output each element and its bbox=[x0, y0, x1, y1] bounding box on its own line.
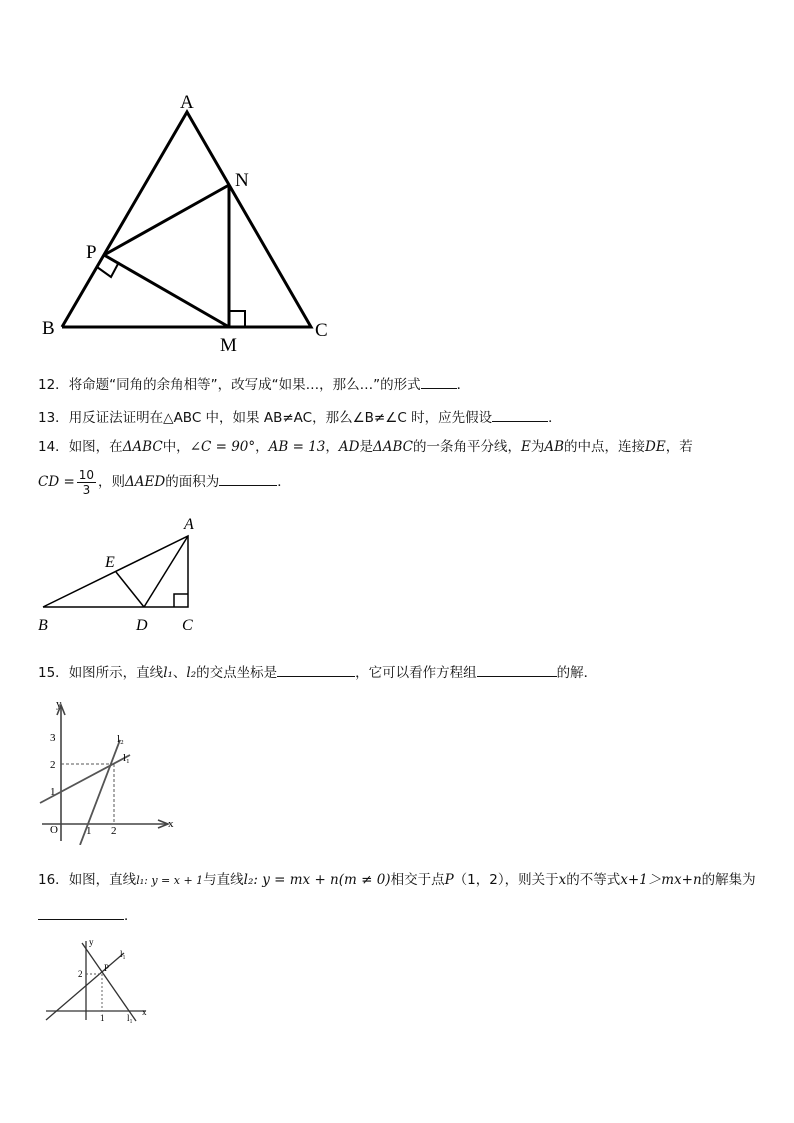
answer-blank-system[interactable] bbox=[477, 663, 557, 677]
svg-text:l₁: l₁ bbox=[123, 752, 130, 764]
question-13: 13．用反证法证明在△ABC 中，如果 AB≠AC，那么∠B≠∠C 时，应先假设 ． bbox=[38, 410, 562, 426]
label-m: M bbox=[220, 335, 237, 356]
answer-blank[interactable] bbox=[421, 375, 457, 389]
label-e: E bbox=[105, 554, 115, 571]
label-c: C bbox=[182, 617, 193, 634]
label-d: D bbox=[136, 617, 148, 634]
label-b: B bbox=[42, 318, 55, 339]
label-c: C bbox=[315, 320, 328, 341]
svg-text:2: 2 bbox=[111, 825, 117, 837]
question-16-line-2: ． bbox=[38, 906, 138, 925]
question-number: 13． bbox=[38, 410, 69, 426]
svg-text:y: y bbox=[56, 698, 62, 710]
question-text: 用反证法证明在△ABC 中，如果 AB≠AC，那么∠B≠∠C 时，应先假设 bbox=[68, 410, 493, 426]
question-15: 15．如图所示，直线l₁、l₂的交点坐标是 ，它可以看作方程组 的解． bbox=[38, 665, 598, 681]
question-14-line-1: 14．如图，在ΔABC中，∠C = 90°，AB = 13，AD是ΔABC的一条角平分线，E为AB的中点，连接DE，若 bbox=[38, 439, 693, 455]
svg-text:2: 2 bbox=[78, 969, 83, 979]
svg-text:2: 2 bbox=[50, 759, 56, 771]
triangle-aed-figure bbox=[30, 510, 210, 635]
label-p: P bbox=[86, 242, 97, 263]
question-number: 14． bbox=[38, 439, 69, 455]
svg-text:l₁: l₁ bbox=[127, 1013, 133, 1023]
question-16-line-1: 16．如图，直线l₁: y = x + 1与直线l₂: y = mx + n(m ≠ 0)相交于点P（1，2），则关于x的不等式x+1＞mx+n的解集为 bbox=[38, 872, 756, 888]
question-number: 15． bbox=[38, 665, 69, 681]
answer-blank[interactable] bbox=[38, 906, 124, 920]
svg-text:y: y bbox=[89, 937, 94, 947]
fraction: $\frac{10}{3}$ bbox=[78, 467, 95, 497]
label-a: A bbox=[184, 516, 194, 533]
question-12: 12．将命题“同角的余角相等”，改写成“如果…，那么…”的形式 ． bbox=[38, 377, 471, 393]
svg-text:1: 1 bbox=[86, 825, 92, 837]
question-14-line-2: CD = $\frac{10}{3}$ ，则ΔAED的面积为 ． bbox=[38, 467, 291, 497]
triangle-abc-figure bbox=[0, 0, 794, 360]
coordinate-figure-q16 bbox=[40, 935, 160, 1025]
svg-text:x: x bbox=[168, 818, 174, 830]
svg-text:l₁: l₁ bbox=[120, 949, 126, 959]
coordinate-figure-q15 bbox=[30, 695, 190, 845]
label-a: A bbox=[180, 92, 194, 113]
svg-text:3: 3 bbox=[50, 732, 56, 744]
label-n: N bbox=[235, 170, 249, 191]
svg-text:P: P bbox=[104, 963, 110, 973]
svg-text:O: O bbox=[50, 824, 58, 836]
question-number: 12． bbox=[38, 377, 69, 393]
svg-text:l₂: l₂ bbox=[117, 733, 124, 745]
answer-blank-coordinate[interactable] bbox=[277, 663, 355, 677]
answer-blank[interactable] bbox=[219, 472, 277, 486]
question-number: 16． bbox=[38, 872, 69, 888]
answer-blank[interactable] bbox=[492, 408, 548, 422]
svg-text:x: x bbox=[142, 1007, 147, 1017]
label-b: B bbox=[38, 617, 48, 634]
question-text: 将命题“同角的余角相等”，改写成“如果…，那么…”的形式 bbox=[68, 377, 421, 393]
svg-text:1: 1 bbox=[100, 1013, 105, 1023]
svg-text:1: 1 bbox=[50, 786, 56, 798]
